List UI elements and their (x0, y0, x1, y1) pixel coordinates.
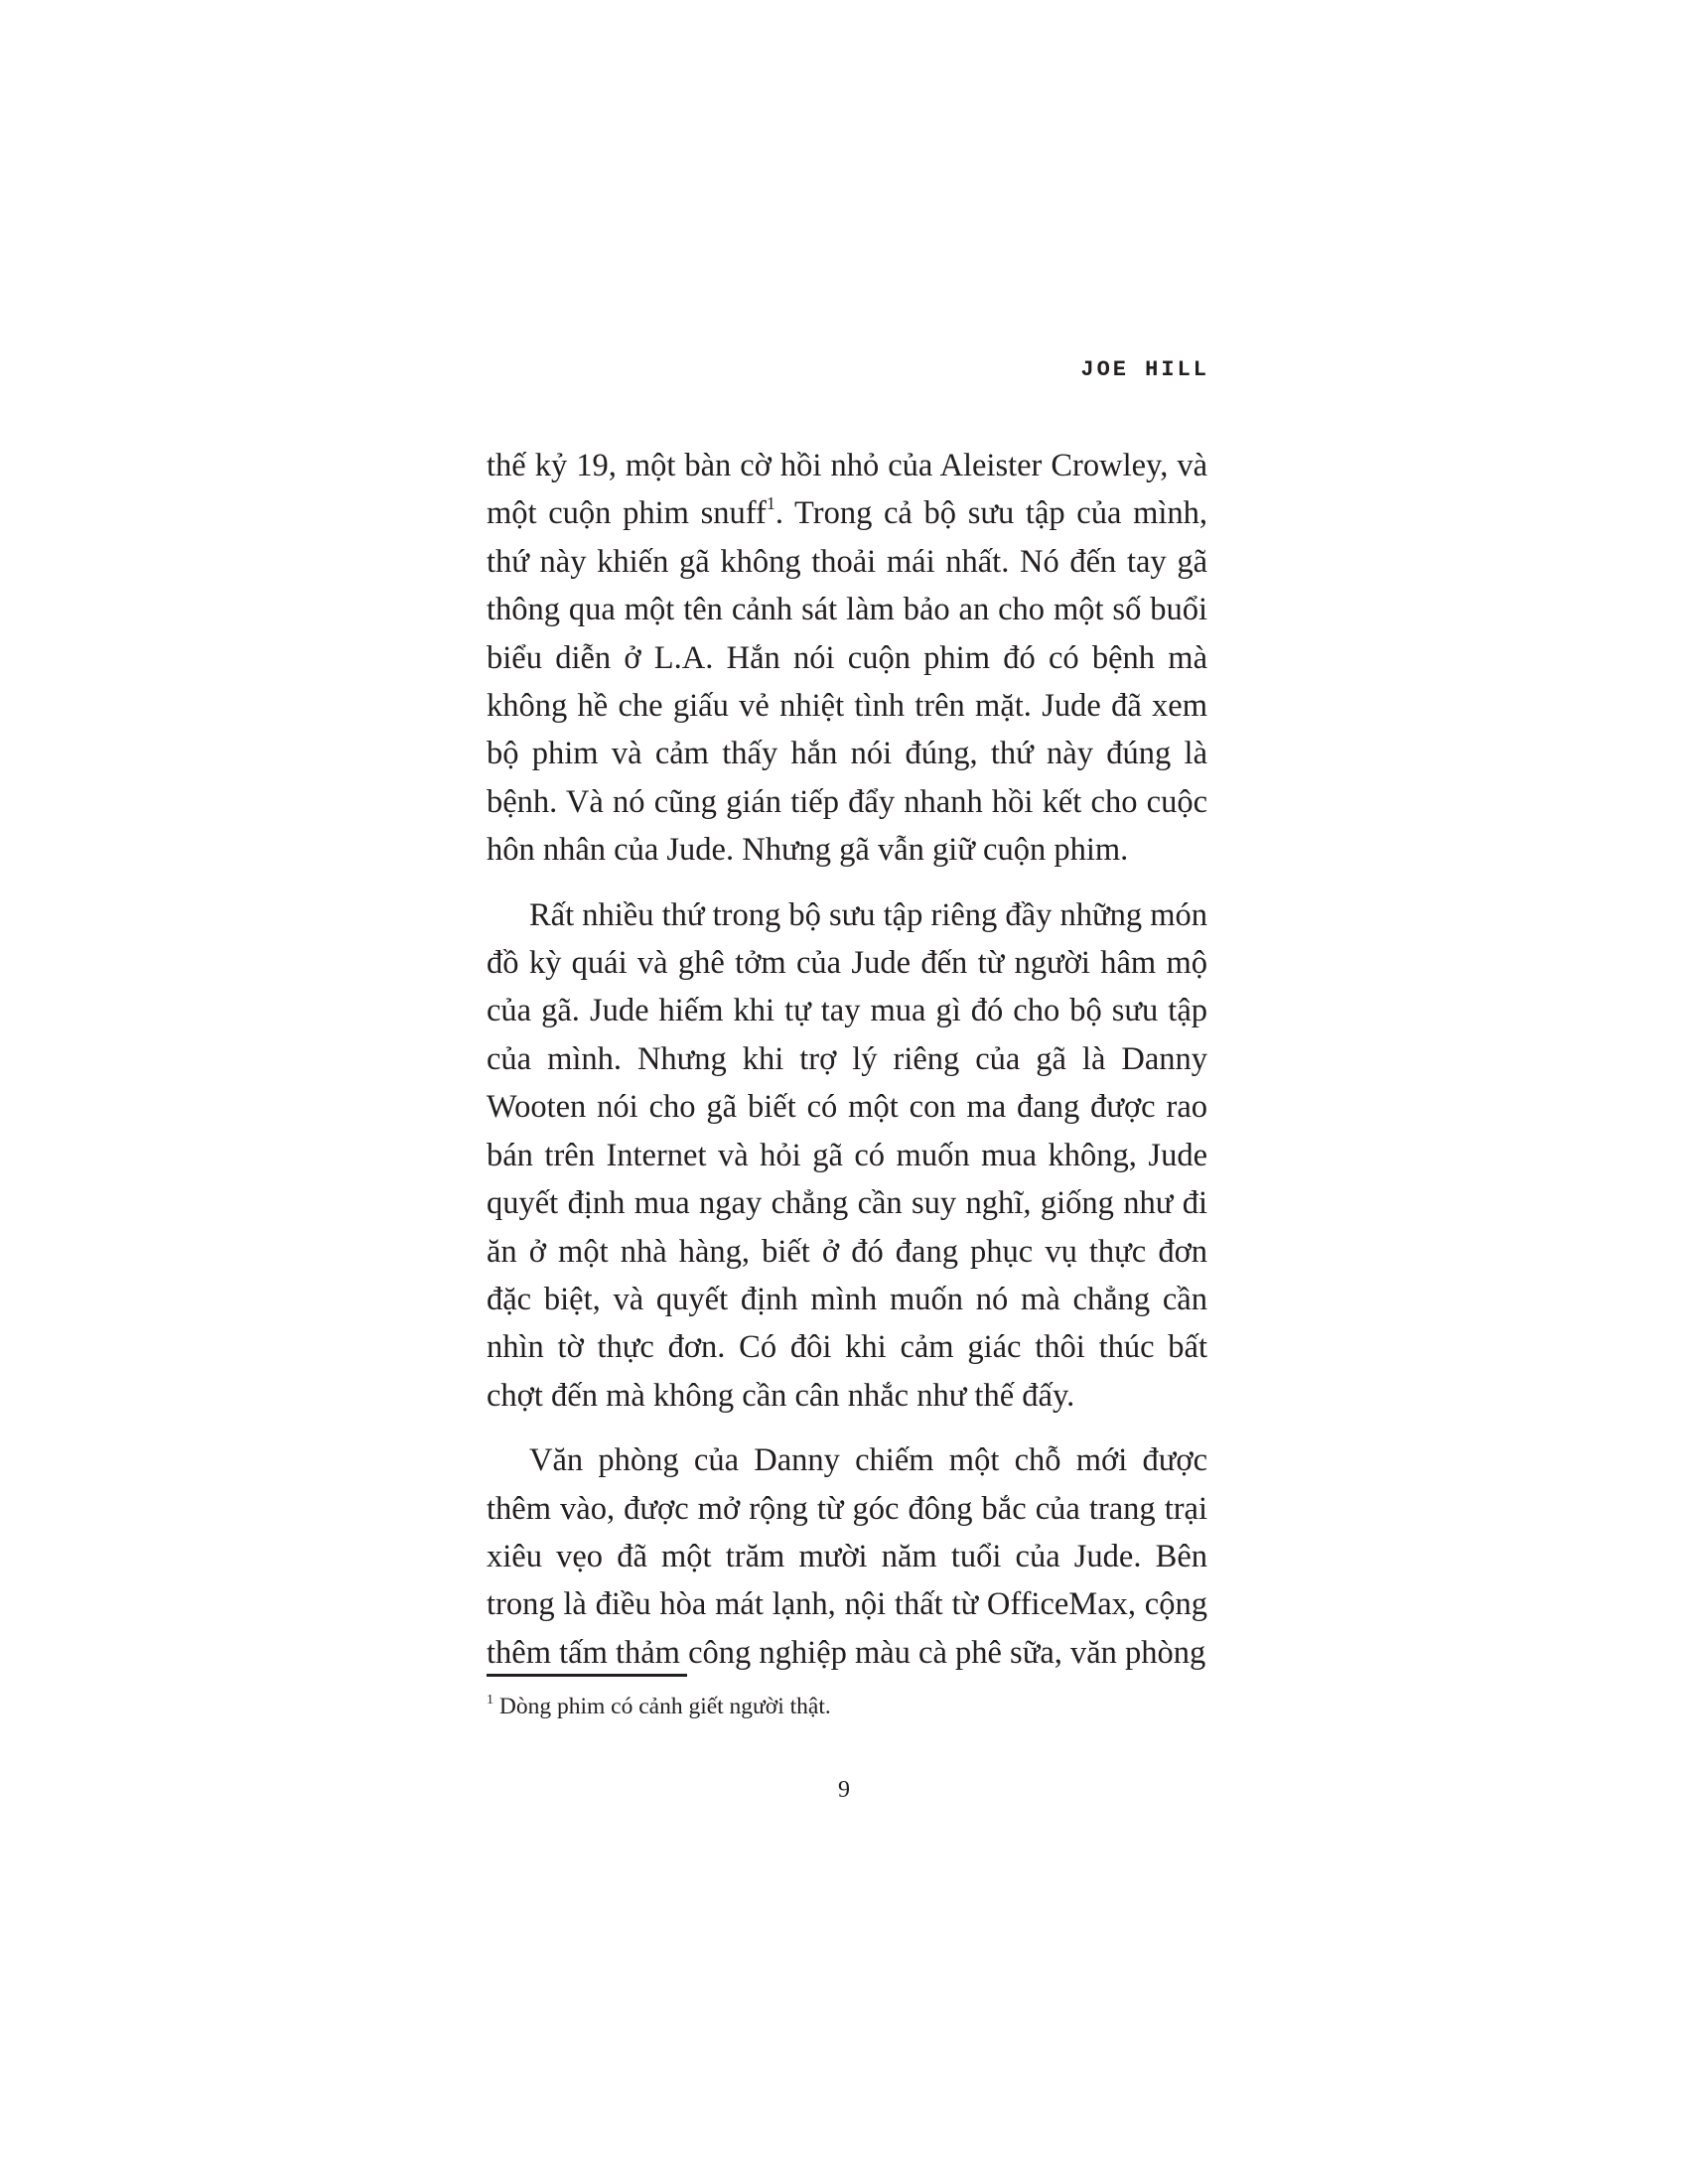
footnote-divider (487, 1674, 687, 1677)
footnote-number: 1 (487, 1693, 493, 1707)
footnote-text: Dòng phim có cảnh giết người thật. (493, 1694, 831, 1719)
paragraph-1-part-a: thế kỷ 19, một bàn cờ hồi nhỏ của Aleister Crowley, và một cuộn phim snuff (487, 448, 1207, 532)
footnote (487, 1691, 831, 1722)
footnote-reference: 1 (766, 493, 775, 514)
body-text (487, 442, 1207, 1694)
paragraph-2: Rất nhiều thứ trong bộ sưu tập riêng đầy những món đồ kỳ quái và ghê tởm của Jude đến từ người hâm mộ của gã. Jude hiếm khi tự tay mua gì đó cho bộ sưu tập của mình. Nhưng khi trợ lý riêng của gã là Danny Wooten nói cho gã biết có một con ma đang được rao bán trên Internet và hỏi gã có muốn mua không, Jude quyết định mua ngay chẳng cần suy nghĩ, giống như đi ăn ở một nhà hàng, biết ở đó đang phục vụ thực đơn đặc biệt, và quyết định mình muốn nó mà chẳng cần nhìn tờ thực đơn. Có đôi khi cảm giác thôi thúc bất chợt đến mà không cần cân nhắc như thế đấy. (487, 896, 1207, 1414)
page-number: 9 (838, 1777, 850, 1803)
paragraph-1-part-b: . Trong cả bộ sưu tập của mình, thứ này khiến gã không thoải mái nhất. Nó đến tay gã thông qua một tên cảnh sát làm bảo an cho một số buổi biểu diễn ở L.A. Hắn nói cuộn phim đó có bệnh mà không hề che giấu vẻ nhiệt tình trên mặt. Jude đã xem bộ phim và cảm thấy hắn nói đúng, thứ này đúng là bệnh. Và nó cũng gián tiếp đẩy nhanh hồi kết cho cuộc hôn nhân của Jude. Nhưng gã vẫn giữ cuộn phim. (487, 495, 1208, 869)
paragraph-1 (487, 442, 1207, 875)
paragraph-3: Văn phòng của Danny chiếm một chỗ mới được thêm vào, được mở rộng từ góc đông bắc của trang trại xiêu vẹo đã một trăm mười năm tuổi của Jude. Bên trong là điều hòa mát lạnh, nội thất từ OfficeMax, cộng thêm tấm thảm công nghiệp màu cà phê sữa, văn phòng (487, 1442, 1207, 1671)
running-head: JOE HILL (1080, 357, 1209, 382)
